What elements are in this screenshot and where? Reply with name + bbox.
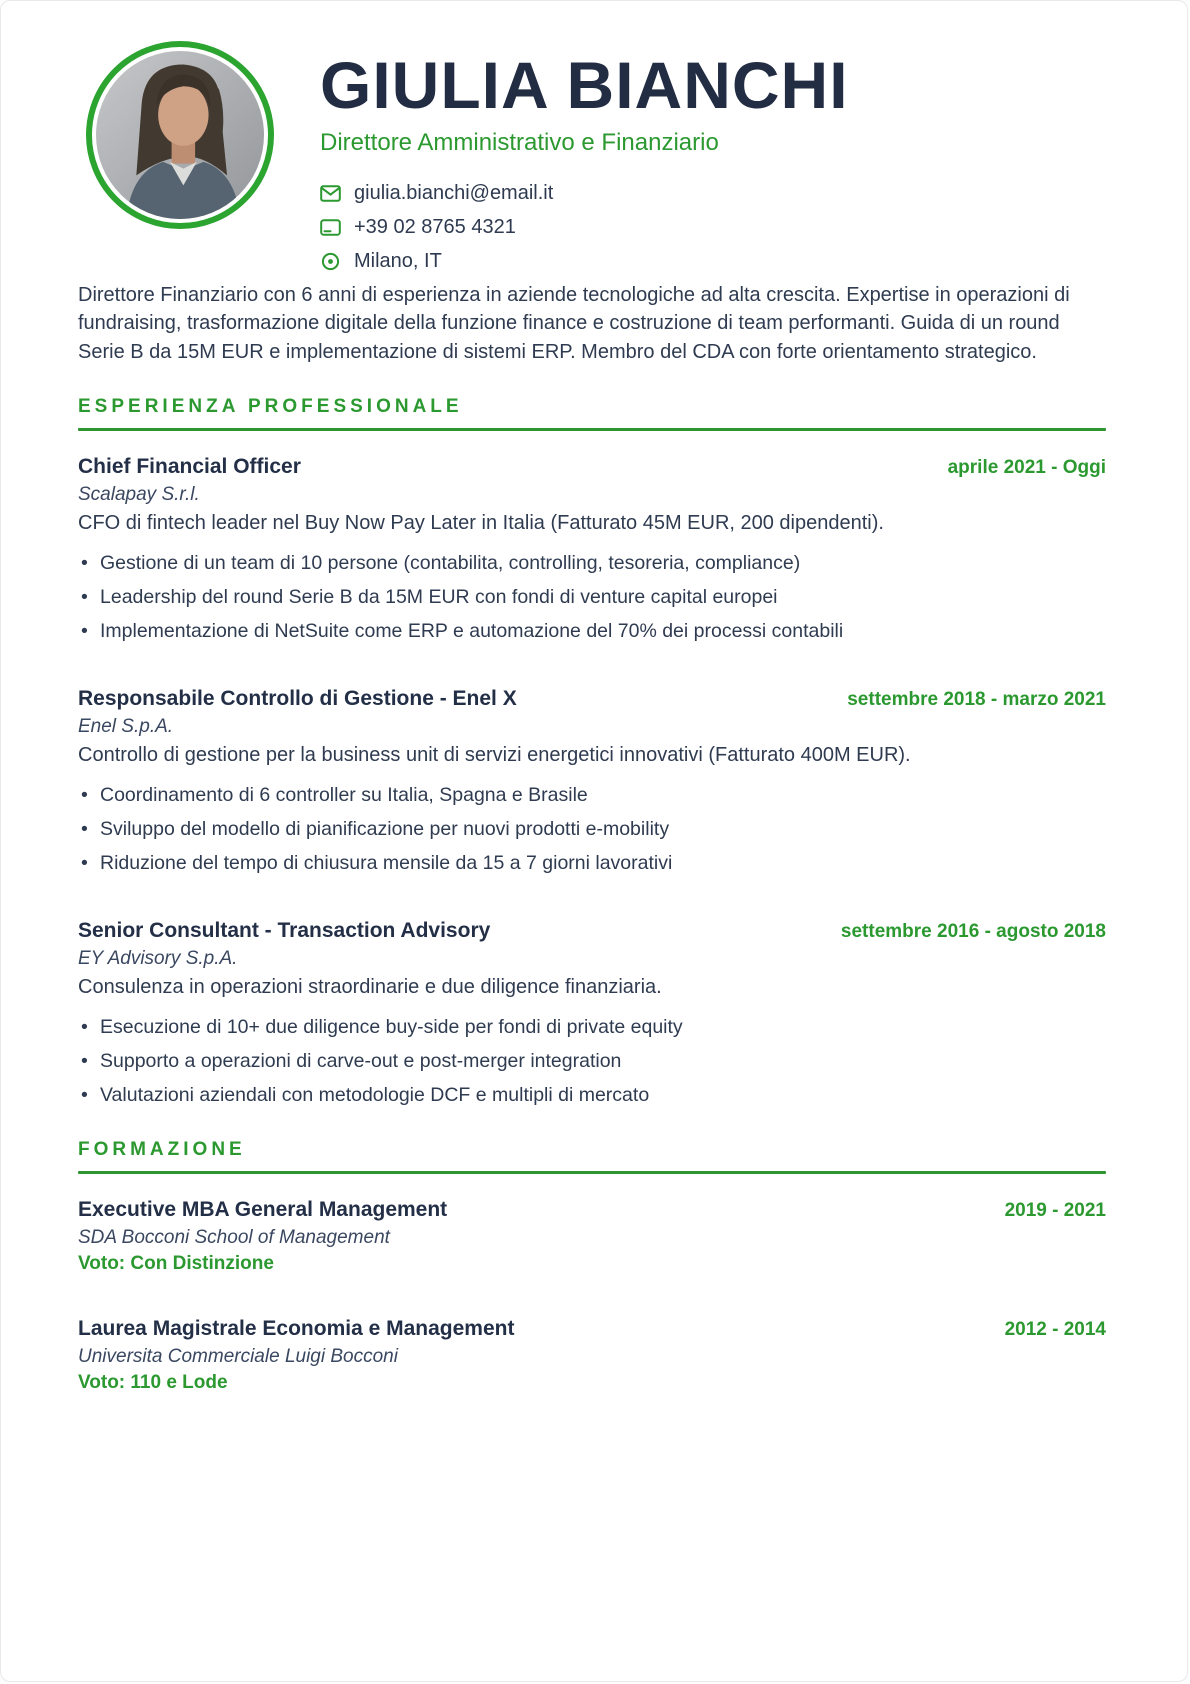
job-title: Responsabile Controllo di Gestione - Enel X xyxy=(78,687,517,711)
experience-entry xyxy=(78,455,1106,645)
job-description: Consulenza in operazioni straordinarie e due diligence finanziaria. xyxy=(78,976,662,999)
contact-location-value: Milano, IT xyxy=(354,249,442,272)
section-divider xyxy=(78,1171,1106,1174)
portrait-illustration xyxy=(96,51,264,219)
contact-email-value: giulia.bianchi@email.it xyxy=(354,181,554,204)
job-dates: settembre 2018 - marzo 2021 xyxy=(847,689,1106,711)
job-bullet: • Supporto a operazioni di carve-out e post-merger integration xyxy=(78,1048,1106,1075)
degree-title: Laurea Magistrale Economia e Management xyxy=(78,1317,515,1341)
job-bullet: • Leadership del round Serie B da 15M EUR con fondi di venture capital europei xyxy=(78,584,1106,611)
section-divider xyxy=(78,428,1106,431)
job-description: Controllo di gestione per la business unit di servizi energetici innovativi (Fatturato 400M EUR). xyxy=(78,744,911,767)
job-bullet-list xyxy=(78,550,1106,645)
experience-heading: ESPERIENZA PROFESSIONALE xyxy=(78,396,463,418)
job-description: CFO di fintech leader nel Buy Now Pay Later in Italia (Fatturato 45M EUR, 200 dipendenti). xyxy=(78,512,884,535)
education-entry xyxy=(78,1317,1106,1394)
contact-phone-value: +39 02 8765 4321 xyxy=(354,215,516,238)
header-info xyxy=(320,41,849,273)
experience-entry xyxy=(78,687,1106,877)
entry-header xyxy=(78,455,1106,479)
degree-grade: Voto: Con Distinzione xyxy=(78,1253,274,1275)
education-entry xyxy=(78,1198,1106,1275)
section-experience xyxy=(78,396,1106,1109)
entry-header xyxy=(78,919,1106,943)
degree-title: Executive MBA General Management xyxy=(78,1198,448,1222)
entry-header xyxy=(78,687,1106,711)
job-bullet: • Implementazione di NetSuite come ERP e automazione del 70% dei processi contabili xyxy=(78,618,1106,645)
professional-summary: Direttore Finanziario con 6 anni di esperienza in aziende tecnologiche ad alta crescita. Expertise in operazioni di fundraising, trasformazione digitale della funzione finance e costruzione di team performanti. Guida di un round Serie B da 15M EUR e implementazione di sistemi ERP. Membro del CDA con forte orientamento strategico. xyxy=(78,283,1070,363)
experience-entry xyxy=(78,919,1106,1109)
contact-email-row xyxy=(320,182,849,205)
degree-grade: Voto: 110 e Lode xyxy=(78,1372,228,1394)
degree-dates: 2012 - 2014 xyxy=(1004,1319,1106,1341)
job-bullet: • Gestione di un team di 10 persone (contabilita, controlling, tesoreria, compliance) xyxy=(78,550,1106,577)
job-bullet: • Valutazioni aziendali con metodologie DCF e multipli di mercato xyxy=(78,1082,1106,1109)
job-title: Chief Financial Officer xyxy=(78,455,301,479)
entry-header xyxy=(78,1198,1106,1222)
resume-header xyxy=(1,1,1187,273)
job-company: Enel S.p.A. xyxy=(78,716,174,738)
job-title: Senior Consultant - Transaction Advisory xyxy=(78,919,491,943)
contact-list xyxy=(320,182,849,273)
profile-photo-ring xyxy=(86,41,274,229)
job-bullet-list xyxy=(78,782,1106,877)
education-heading: FORMAZIONE xyxy=(78,1139,246,1161)
job-bullet-list xyxy=(78,1014,1106,1109)
entry-header xyxy=(78,1317,1106,1341)
phone-icon xyxy=(320,217,341,238)
job-dates: settembre 2016 - agosto 2018 xyxy=(840,921,1106,943)
job-dates: aprile 2021 - Oggi xyxy=(947,457,1106,479)
mail-icon xyxy=(320,183,341,204)
job-bullet: • Coordinamento di 6 controller su Italia, Spagna e Brasile xyxy=(78,782,1106,809)
contact-location-row xyxy=(320,250,849,273)
candidate-name: GIULIA BIANCHI xyxy=(320,48,849,122)
contact-phone-row xyxy=(320,216,849,239)
job-bullet: • Esecuzione di 10+ due diligence buy-side per fondi di private equity xyxy=(78,1014,1106,1041)
school-name: Universita Commerciale Luigi Bocconi xyxy=(78,1346,398,1368)
degree-dates: 2019 - 2021 xyxy=(1004,1200,1106,1222)
section-education xyxy=(78,1139,1106,1394)
profile-photo xyxy=(96,51,264,219)
job-bullet: • Riduzione del tempo di chiusura mensile da 15 a 7 giorni lavorativi xyxy=(78,850,1106,877)
job-bullet: • Sviluppo del modello di pianificazione per nuovi prodotti e-mobility xyxy=(78,816,1106,843)
candidate-role: Direttore Amministrativo e Finanziario xyxy=(320,128,719,156)
job-company: EY Advisory S.p.A. xyxy=(78,948,238,970)
location-pin-icon xyxy=(320,251,341,272)
job-company: Scalapay S.r.l. xyxy=(78,484,200,506)
school-name: SDA Bocconi School of Management xyxy=(78,1227,390,1249)
